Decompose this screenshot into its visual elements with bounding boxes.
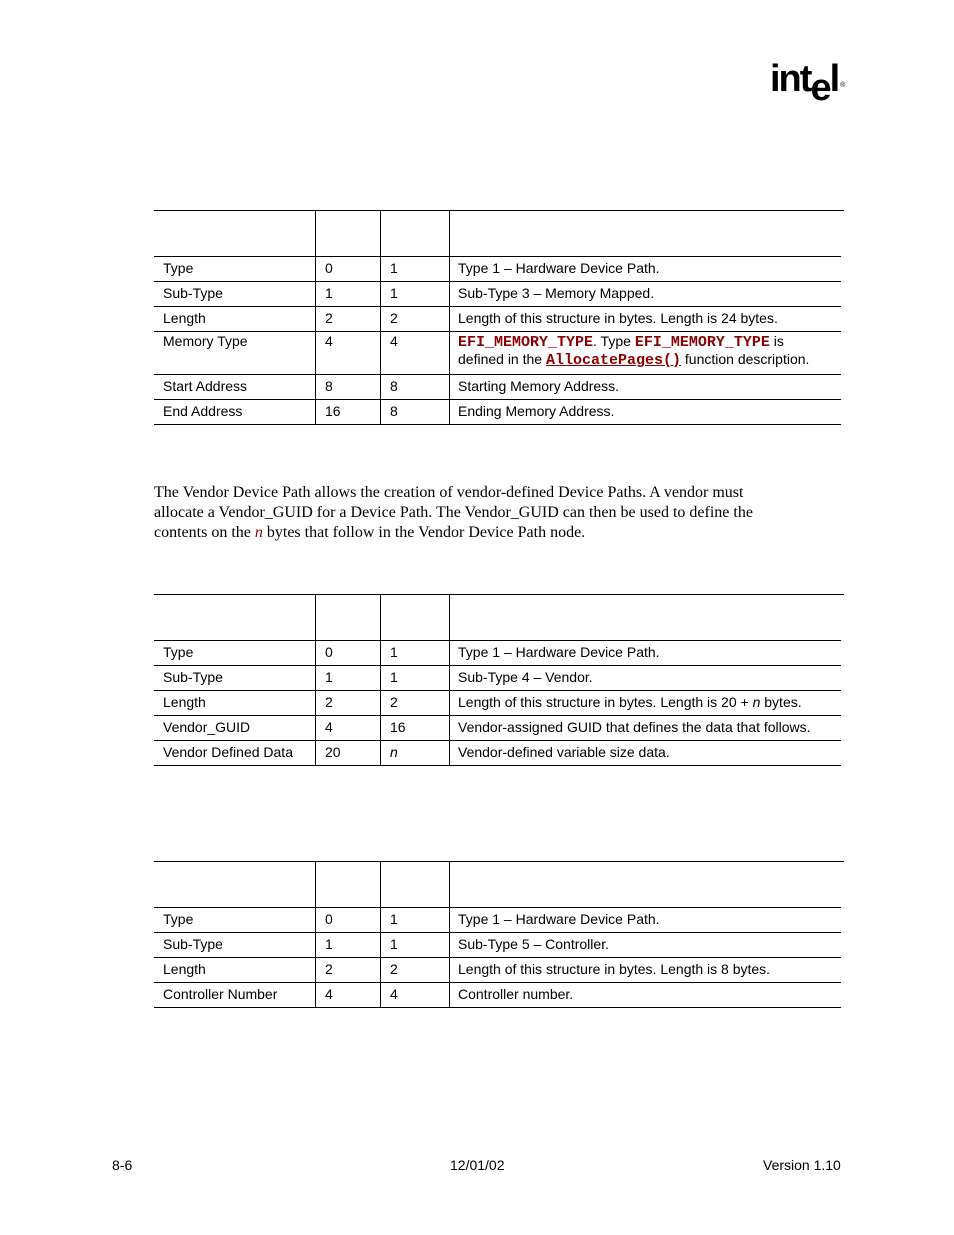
mnemonic-cell: Sub-Type <box>154 933 316 958</box>
description-cell: Length of this structure in bytes. Length is 8 bytes. <box>450 958 842 983</box>
footer-page-number: 8-6 <box>112 1157 133 1173</box>
length-cell: 2 <box>381 691 450 716</box>
length-cell: 8 <box>381 400 450 425</box>
length-cell: 4 <box>381 983 450 1008</box>
n-variable: n <box>254 524 263 541</box>
table-row <box>154 691 841 716</box>
table-row <box>154 983 841 1008</box>
mnemonic-cell: Sub-Type <box>154 282 316 307</box>
n-variable: n <box>752 694 761 710</box>
description-cell: Sub-Type 4 – Vendor. <box>450 666 842 691</box>
description-text: is <box>769 333 784 349</box>
intel-logo <box>770 58 846 109</box>
paragraph-line: contents on the <box>154 524 255 541</box>
footer-version: Version 1.10 <box>763 1157 841 1173</box>
description-cell: Length of this structure in bytes. Length is 24 bytes. <box>450 307 842 332</box>
description-cell: Vendor-assigned GUID that defines the data that follows. <box>450 716 842 741</box>
memory-mapped-table <box>154 210 844 425</box>
offset-cell: 1 <box>316 282 381 307</box>
table-row <box>154 908 841 933</box>
description-text: function description. <box>681 351 810 367</box>
offset-cell: 2 <box>316 307 381 332</box>
mnemonic-cell: Start Address <box>154 375 316 400</box>
table-row <box>154 741 841 766</box>
mnemonic-cell: Controller Number <box>154 983 316 1008</box>
vendor-device-path-table <box>154 594 844 766</box>
length-cell: 1 <box>381 666 450 691</box>
table-row <box>154 332 841 375</box>
offset-cell: 0 <box>316 641 381 666</box>
description-text: bytes. <box>760 694 802 710</box>
description-cell: Type 1 – Hardware Device Path. <box>450 908 842 933</box>
mnemonic-cell: Length <box>154 691 316 716</box>
paragraph-line: allocate a Vendor_GUID for a Device Path. The Vendor_GUID can then be used to define the <box>154 504 753 521</box>
efi-memory-type-code: EFI_MEMORY_TYPE <box>458 334 594 351</box>
offset-cell: 0 <box>316 908 381 933</box>
length-cell: 1 <box>381 257 450 282</box>
table-row <box>154 257 841 282</box>
description-cell <box>450 332 842 375</box>
paragraph-line: bytes that follow in the Vendor Device Path node. <box>262 524 586 541</box>
length-cell: 1 <box>381 282 450 307</box>
description-text: . Type <box>593 333 635 349</box>
footer-date: 12/01/02 <box>450 1157 505 1173</box>
offset-cell: 2 <box>316 691 381 716</box>
description-cell: Ending Memory Address. <box>450 400 842 425</box>
mnemonic-cell: Sub-Type <box>154 666 316 691</box>
mnemonic-cell: End Address <box>154 400 316 425</box>
table-row <box>154 375 841 400</box>
mnemonic-cell: Memory Type <box>154 332 316 375</box>
efi-memory-type-code: EFI_MEMORY_TYPE <box>634 334 770 351</box>
logo-registered-mark: ® <box>840 82 846 89</box>
length-cell: 16 <box>381 716 450 741</box>
table-row <box>154 716 841 741</box>
table-row <box>154 307 841 332</box>
offset-cell: 4 <box>316 716 381 741</box>
allocate-pages-link[interactable]: AllocatePages() <box>545 352 681 369</box>
length-cell: 4 <box>381 332 450 375</box>
length-cell: 1 <box>381 641 450 666</box>
table-row <box>154 400 841 425</box>
mnemonic-cell: Type <box>154 641 316 666</box>
length-cell: n <box>381 741 450 766</box>
table-row <box>154 933 841 958</box>
mnemonic-cell: Length <box>154 307 316 332</box>
offset-cell: 16 <box>316 400 381 425</box>
vendor-device-path-paragraph <box>154 483 834 543</box>
length-cell: 2 <box>381 307 450 332</box>
description-cell <box>450 691 842 716</box>
table-row <box>154 641 841 666</box>
description-cell: Type 1 – Hardware Device Path. <box>450 257 842 282</box>
description-cell: Sub-Type 3 – Memory Mapped. <box>450 282 842 307</box>
table-header-row <box>154 595 841 641</box>
controller-device-path-table <box>154 861 844 1008</box>
offset-cell: 20 <box>316 741 381 766</box>
length-cell: 2 <box>381 958 450 983</box>
mnemonic-cell: Type <box>154 908 316 933</box>
mnemonic-cell: Type <box>154 257 316 282</box>
table-row <box>154 282 841 307</box>
paragraph-line: The Vendor Device Path allows the creation of vendor-defined Device Paths. A vendor must <box>154 484 744 501</box>
description-text: Length of this structure in bytes. Length is 20 + <box>458 694 753 710</box>
logo-text-l: l <box>829 58 839 100</box>
table-header-row <box>154 862 841 908</box>
offset-cell: 4 <box>316 983 381 1008</box>
length-cell: 1 <box>381 933 450 958</box>
mnemonic-cell: Vendor_GUID <box>154 716 316 741</box>
description-cell: Controller number. <box>450 983 842 1008</box>
description-cell: Type 1 – Hardware Device Path. <box>450 641 842 666</box>
description-cell: Vendor-defined variable size data. <box>450 741 842 766</box>
table-header-row <box>154 211 841 257</box>
mnemonic-cell: Length <box>154 958 316 983</box>
offset-cell: 1 <box>316 933 381 958</box>
offset-cell: 4 <box>316 332 381 375</box>
offset-cell: 1 <box>316 666 381 691</box>
description-cell: Sub-Type 5 – Controller. <box>450 933 842 958</box>
table-row <box>154 666 841 691</box>
logo-text-int: int <box>770 58 811 100</box>
description-text: defined in the <box>458 351 546 367</box>
length-cell: 1 <box>381 908 450 933</box>
offset-cell: 0 <box>316 257 381 282</box>
offset-cell: 8 <box>316 375 381 400</box>
offset-cell: 2 <box>316 958 381 983</box>
mnemonic-cell: Vendor Defined Data <box>154 741 316 766</box>
length-cell: 8 <box>381 375 450 400</box>
logo-text-e: e <box>810 67 830 109</box>
table-row <box>154 958 841 983</box>
description-cell: Starting Memory Address. <box>450 375 842 400</box>
